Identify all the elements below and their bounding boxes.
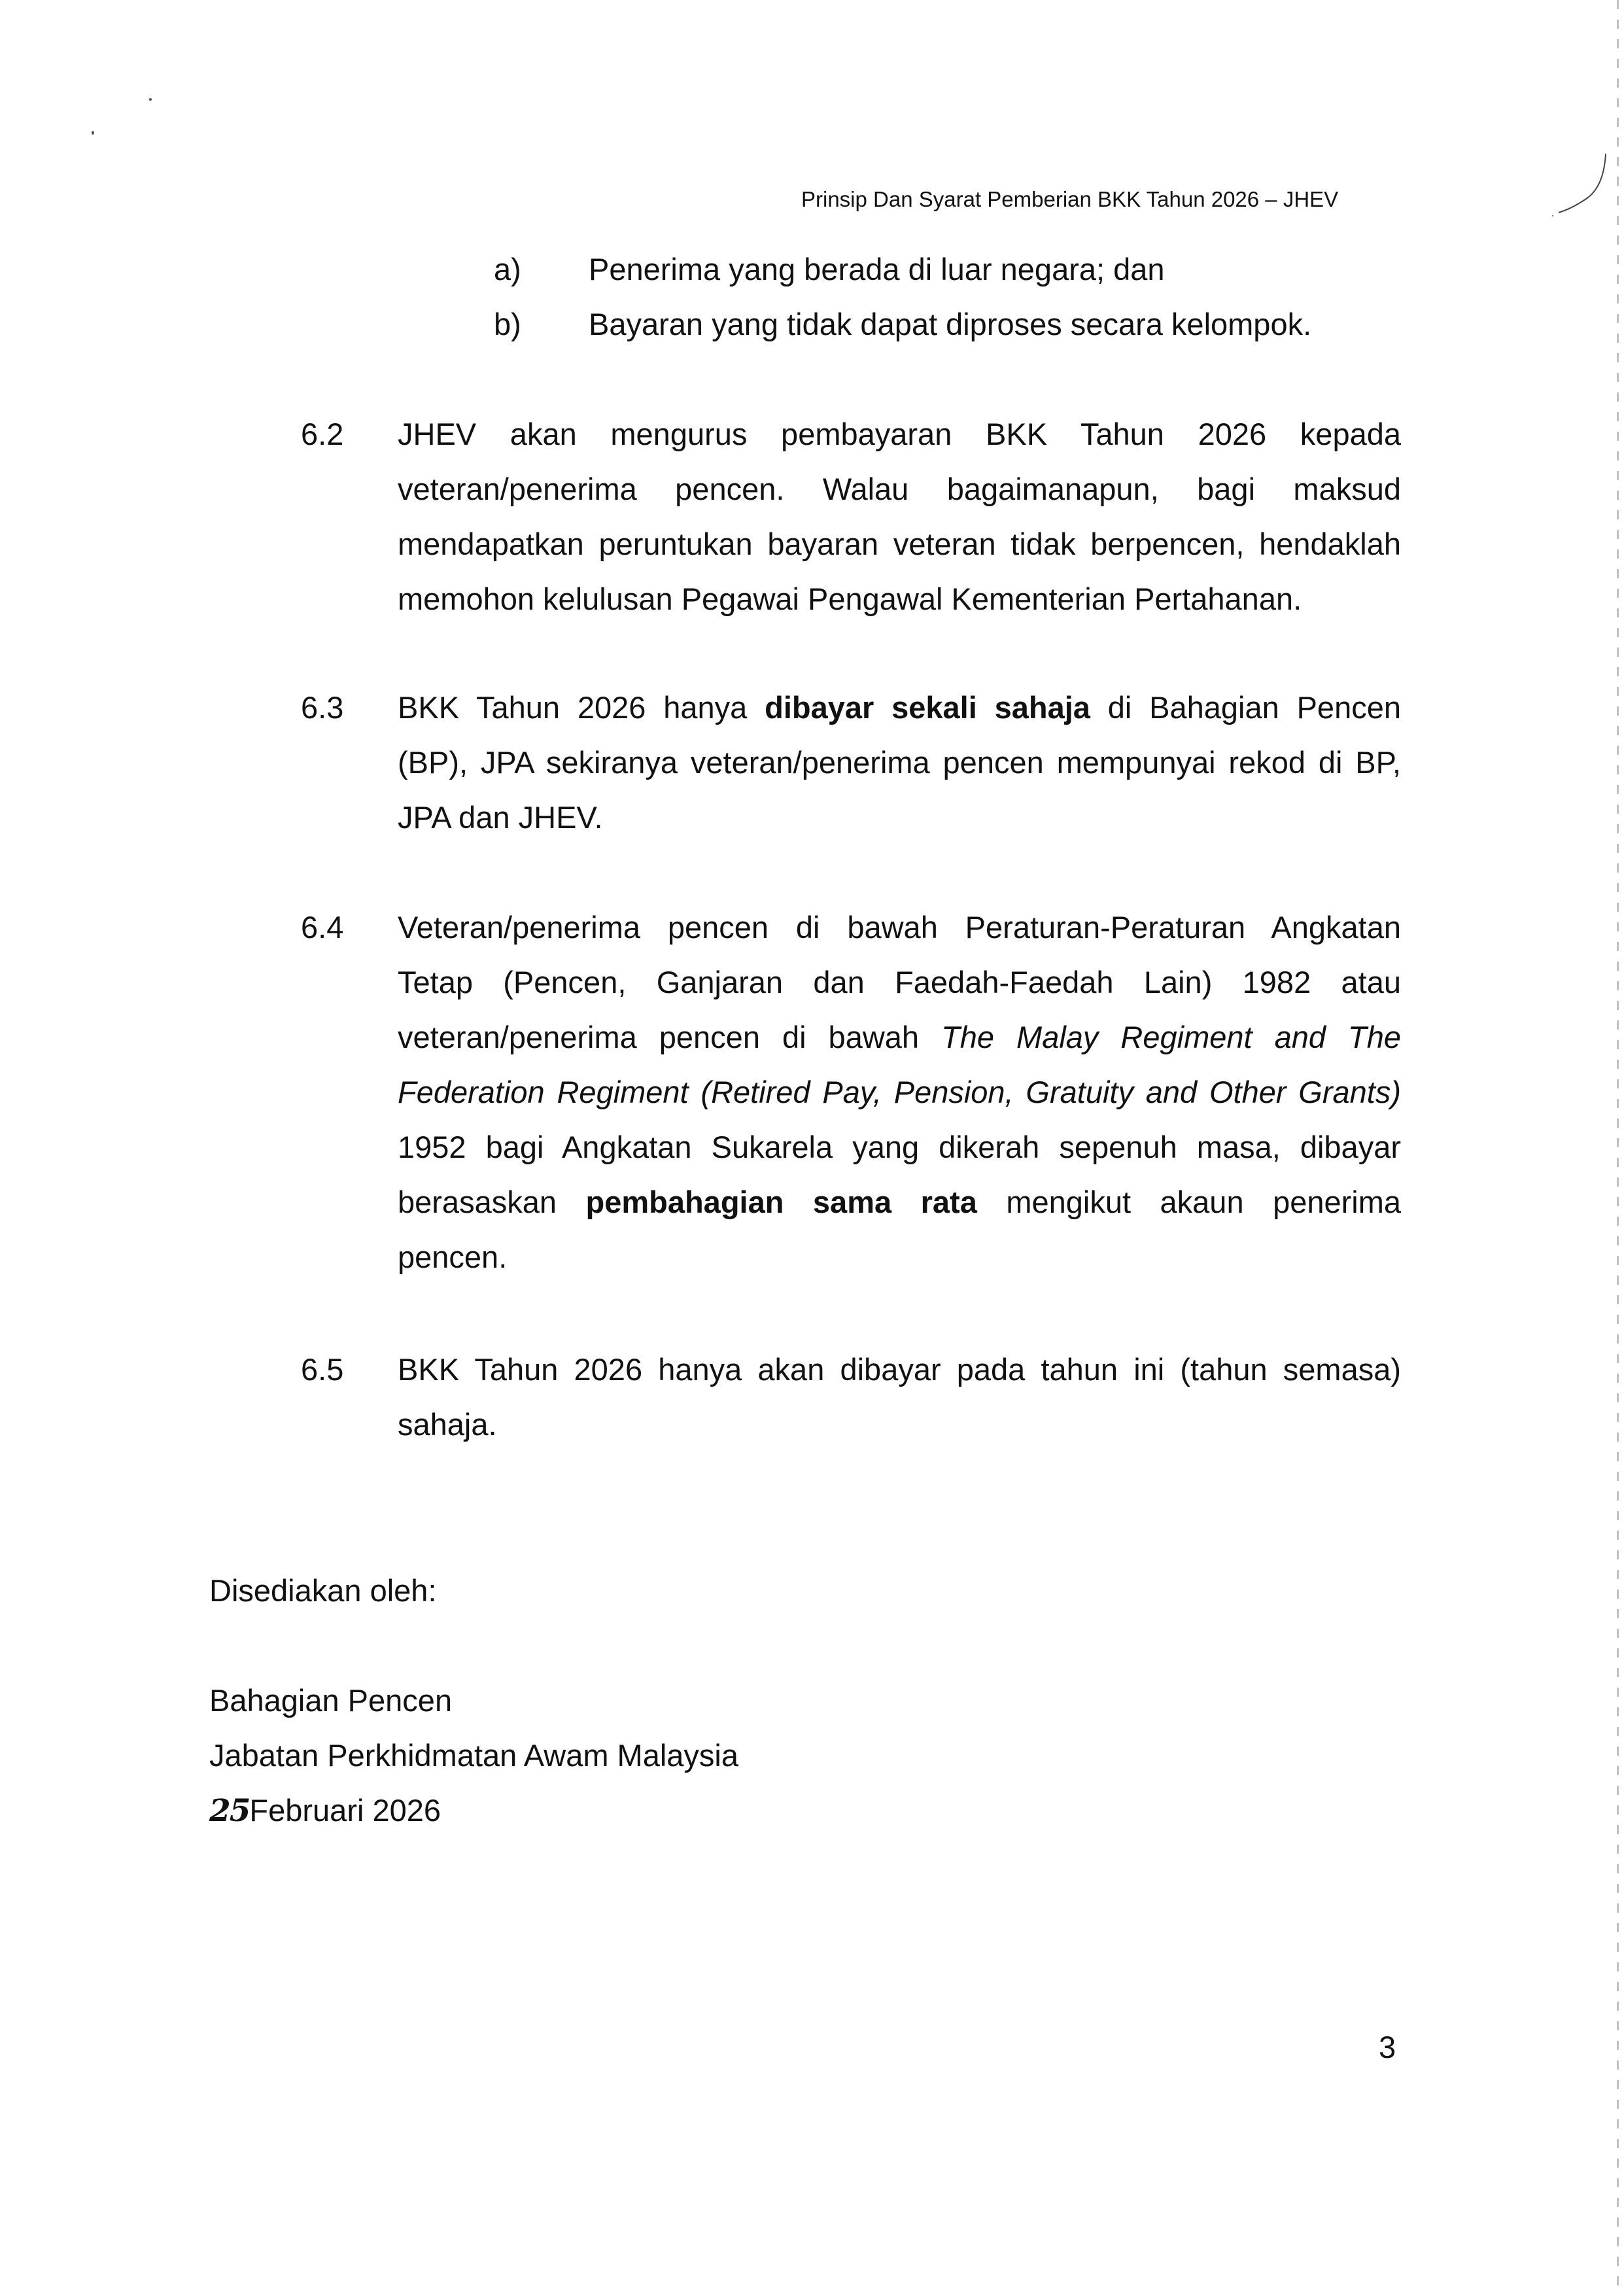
handwritten-date-day: 25 (209, 1793, 250, 1829)
paragraph-6-4 (301, 900, 1401, 1285)
running-header: Prinsip Dan Syarat Pemberian BKK Tahun 2026 – JHEV (801, 187, 1339, 211)
text-run: veteran/penerima pencen di bawah (398, 1020, 942, 1054)
sub-item-text: Bayaran yang tidak dapat diproses secara kelompok. (589, 307, 1312, 341)
department-name: Jabatan Perkhidmatan Awam Malaysia (209, 1738, 739, 1773)
paragraph-body (398, 900, 1401, 1285)
paragraph-line (398, 1010, 1401, 1065)
paragraph-body (398, 1342, 1401, 1452)
paragraph-6-2 (301, 407, 1401, 627)
italic-text: The Malay Regiment and The (941, 1020, 1401, 1054)
text-run: berasaskan (398, 1185, 586, 1219)
scan-edge-artifact (1617, 0, 1619, 2292)
page-number: 3 (1379, 2030, 1396, 2064)
paragraph-line: JHEV akan mengurus pembayaran BKK Tahun 2026 kepada (398, 417, 1401, 451)
paragraph-number: 6.3 (301, 690, 344, 725)
paragraph-line: Veteran/penerima pencen di bawah Peraturan-Peraturan Angkatan (398, 910, 1401, 945)
paragraph-line: veteran/penerima pencen. Walau bagaimanapun, bagi maksud (398, 472, 1401, 506)
text-run: BKK Tahun 2026 hanya (398, 690, 765, 725)
paragraph-line: sahaja. (398, 1407, 497, 1442)
date-text: Februari 2026 (249, 1793, 441, 1828)
paragraph-line (398, 1175, 1401, 1230)
text-run: mengikut akaun penerima (976, 1185, 1402, 1219)
italic-text: Federation Regiment (Retired Pay, Pension, Gratuity and Other Grants) (398, 1075, 1401, 1109)
paragraph-number: 6.5 (301, 1352, 344, 1387)
paragraph-6-3 (301, 680, 1401, 845)
paragraph-body (398, 680, 1401, 845)
text-run: di Bahagian Pencen (1090, 690, 1401, 725)
paragraph-number: 6.2 (301, 417, 344, 451)
prepared-by-label: Disediakan oleh: (209, 1573, 437, 1608)
paragraph-body (398, 407, 1401, 627)
sub-item-a (494, 242, 1165, 297)
bold-text: pembahagian sama rata (585, 1185, 977, 1219)
paragraph-line: (BP), JPA sekiranya veteran/penerima pencen mempunyai rekod di BP, (398, 745, 1401, 780)
bold-text: dibayar sekali sahaja (765, 690, 1090, 725)
sub-item-text: Penerima yang berada di luar negara; dan (589, 252, 1165, 286)
date-line (209, 1783, 441, 1839)
paragraph-line: memohon kelulusan Pegawai Pengawal Kementerian Pertahanan. (398, 582, 1302, 616)
paragraph-line (398, 1065, 1401, 1120)
paragraph-number: 6.4 (301, 910, 344, 945)
paragraph-line: JPA dan JHEV. (398, 800, 603, 835)
sub-item-marker: b) (494, 307, 521, 341)
scan-speck (149, 98, 152, 101)
paragraph-6-5 (301, 1342, 1401, 1452)
pen-stroke-mark (1552, 150, 1611, 222)
sub-item-marker: a) (494, 252, 521, 286)
scan-speck (92, 131, 94, 135)
paragraph-line: mendapatkan peruntukan bayaran veteran tidak berpencen, hendaklah (398, 527, 1401, 561)
paragraph-line: Tetap (Pencen, Ganjaran dan Faedah-Faedah Lain) 1982 atau (398, 965, 1401, 999)
division-name: Bahagian Pencen (209, 1683, 453, 1718)
sub-item-b (494, 297, 1311, 352)
paragraph-line: BKK Tahun 2026 hanya akan dibayar pada tahun ini (tahun semasa) (398, 1352, 1401, 1387)
paragraph-line: 1952 bagi Angkatan Sukarela yang dikerah sepenuh masa, dibayar (398, 1130, 1401, 1164)
paragraph-line: pencen. (398, 1240, 508, 1274)
paragraph-line (398, 680, 1401, 735)
